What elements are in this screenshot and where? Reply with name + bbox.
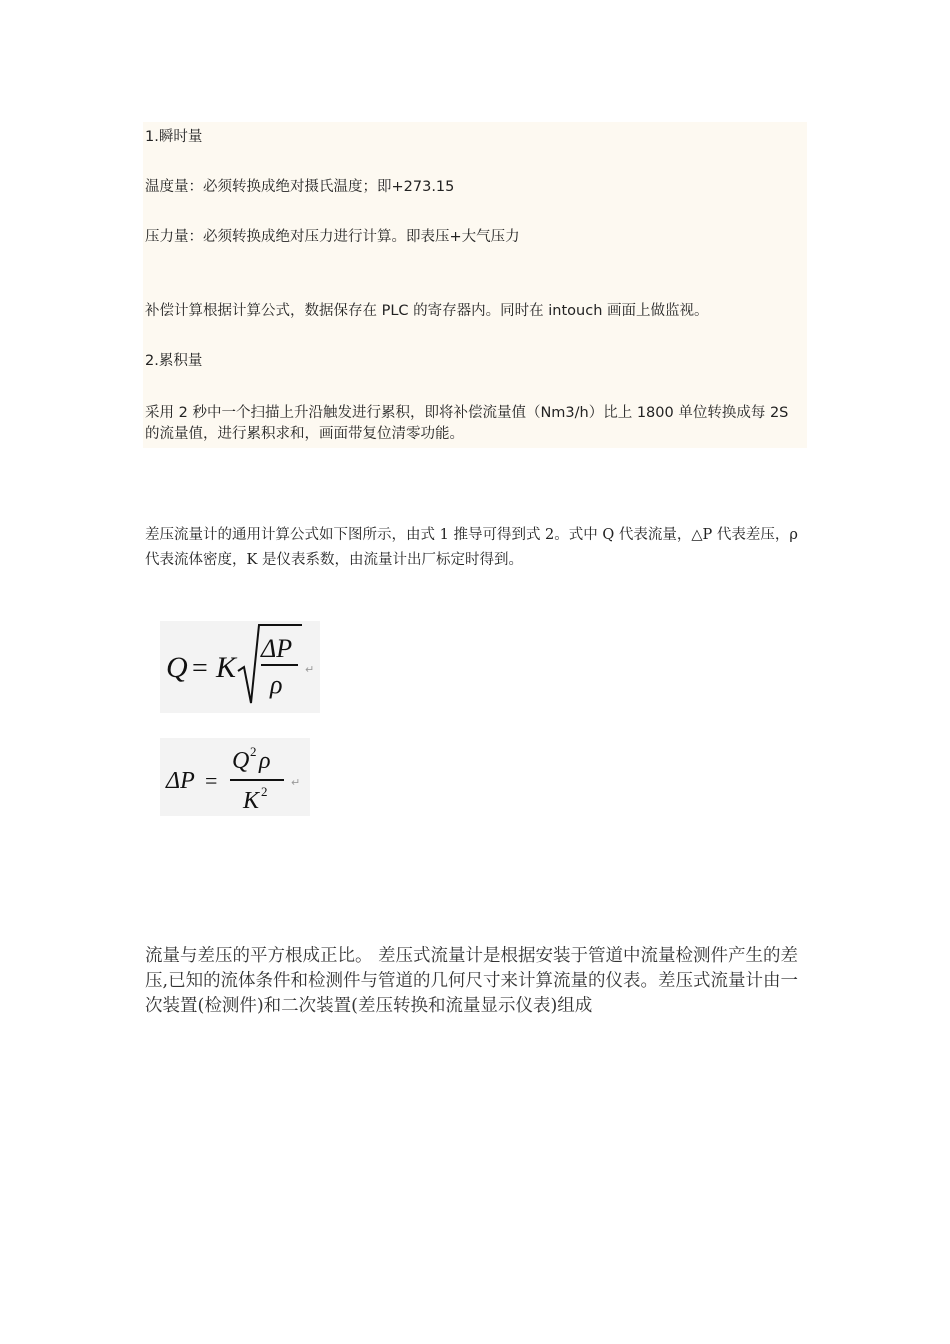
formula-1-svg [160,621,320,713]
section2-paragraph: 采用 2 秒中一个扫描上升沿触发进行累积，即将补偿流量值（Nm3/h）比上 1800 单位转换成每 2S 的流量值，进行累积求和，画面带复位清零功能。 [145,405,789,442]
compensation-line: 补偿计算根据计算公式，数据保存在 PLC 的寄存器内。同时在 intouch 画面上做监视。 [145,303,709,319]
highlighted-section-background [143,122,807,448]
formula-2-svg [160,738,310,816]
formula1-equals: = [192,653,208,684]
formula2-numerator-exponent: 2 [250,744,257,759]
formula2-numerator-rho: ρ [259,748,271,774]
formula1-numerator: ΔP [261,634,293,663]
formula2-equals: = [205,768,218,793]
formula2-lhs: ΔP [166,768,195,794]
formula1-lhs: Q [166,651,188,684]
section2-heading: 2.累积量 [145,353,203,369]
formula-intro-paragraph: 差压流量计的通用计算公式如下图所示，由式 1 推导可得到式 2。式中 Q 代表流量，△P 代表差压，ρ 代表流体密度，K 是仪表系数，由流量计出厂标定时得到。 [145,527,798,568]
formula-2-image [160,738,310,816]
pressure-line: 压力量：必须转换成绝对压力进行计算。即表压+大气压力 [145,229,520,245]
temperature-line: 温度量：必须转换成绝对摄氏温度；即+273.15 [145,179,455,195]
formula1-return-mark: ↵ [305,663,315,676]
formula2-denominator-base: K [243,788,260,814]
formula2-return-mark: ↵ [291,776,301,789]
formula-1-image [160,621,320,713]
formula1-coefficient: K [216,651,237,684]
formula2-denominator-exponent: 2 [261,784,268,799]
closing-paragraph: 流量与差压的平方根成正比。 差压式流量计是根据安装于管道中流量检测件产生的差压,已知的流体条件和检测件与管道的几何尺寸来计算流量的仪表。差压式流量计由一次装置(检测件)和二次装置(差压转换和流量显示仪表)组成 [145,946,799,1016]
section1-heading: 1.瞬时量 [145,129,203,145]
formula2-numerator-base: Q [232,748,250,774]
formula1-denominator: ρ [270,670,283,699]
